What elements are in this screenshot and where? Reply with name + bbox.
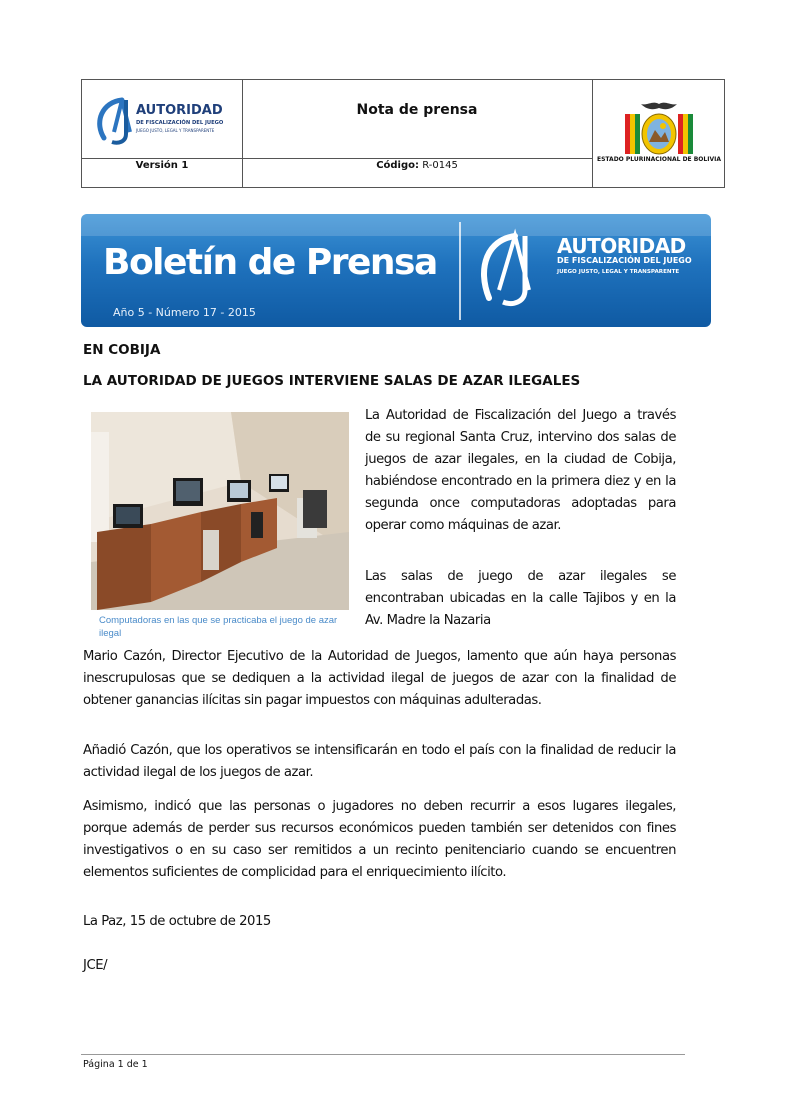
- article-paragraph: Asimismo, indicó que las personas o jugadores no deben recurrir a esos lugares ilegales, porque además de perder sus recursos económicos pueden también ser detenidos con fines investigativos o en su caso ser remitidos a un recinto penitenciario cuando se encuentren elementos suficientes de complicidad para el enriquecimiento ilícito.: [83, 799, 676, 880]
- document-header: [81, 79, 725, 188]
- page-number: Página 1 de 1: [83, 1059, 148, 1070]
- article-kicker: EN COBIJA: [83, 342, 161, 358]
- aj-logo-icon: [473, 228, 553, 314]
- svg-text:JUEGO JUSTO, LEGAL Y TRANSPARE: JUEGO JUSTO, LEGAL Y TRANSPARENTE: [136, 128, 215, 133]
- document-code: [242, 160, 592, 171]
- bolivia-coat-of-arms-icon: [617, 100, 701, 160]
- article-date: La Paz, 15 de octubre de 2015: [83, 914, 271, 929]
- footer-rule: [81, 1054, 685, 1055]
- document-type-title: Nota de prensa: [356, 102, 478, 118]
- computers-photo: [91, 412, 349, 610]
- article-paragraph: Las salas de juego de azar ilegales se encontraban ubicadas en la calle Tajibos y en la Av. Madre la Nazaria: [365, 569, 676, 628]
- version-label: Versión 1: [135, 160, 189, 171]
- article-paragraph: Mario Cazón, Director Ejecutivo de la Autoridad de Juegos, lamento que aún haya personas inescrupulosas que se dediquen a la actividad ilegal de juegos de azar con la finalidad de obtener ganancias ilícitas sin pagar impuestos con máquinas adulteradas.: [83, 649, 676, 708]
- code-value: R-0145: [422, 160, 458, 171]
- authority-logo: [92, 94, 232, 148]
- header-divider: [82, 158, 592, 159]
- logo-lettering: AUTORIDAD: [136, 103, 223, 118]
- state-name: ESTADO PLURINACIONAL DE BOLIVIA: [597, 156, 721, 163]
- banner-issue: Año 5 - Número 17 - 2015: [113, 306, 256, 319]
- banner-gloss: [81, 214, 711, 236]
- banner-logo-tagline: JUEGO JUSTO, LEGAL Y TRANSPARENTE: [557, 269, 680, 275]
- banner-divider: [459, 222, 461, 320]
- code-label: Código:: [376, 160, 420, 171]
- svg-text:DE FISCALIZACIÓN DEL JUEGO: DE FISCALIZACIÓN DEL JUEGO: [136, 120, 224, 126]
- banner-logo-subtitle: DE FISCALIZACIÓN DEL JUEGO: [557, 256, 692, 265]
- article-paragraph: La Autoridad de Fiscalización del Juego a través de su regional Santa Cruz, intervino dos salas de juegos de azar ilegales, en la ciudad de Cobija, habiéndose encontrado en la primera diez y en la segunda once computadoras adoptadas para operar como máquinas de azar.: [365, 408, 676, 533]
- header-divider: [592, 80, 593, 187]
- article-paragraph: Añadió Cazón, que los operativos se intensificarán en todo el país con la finalidad de reducir la actividad ilegal de los juegos de azar.: [83, 743, 676, 780]
- press-bulletin-banner: [81, 214, 711, 327]
- banner-title: Boletín de Prensa: [103, 242, 437, 283]
- article-headline: LA AUTORIDAD DE JUEGOS INTERVIENE SALAS DE AZAR ILEGALES: [83, 373, 581, 389]
- photo-caption: Computadoras en las que se practicaba el juego de azar ilegal: [99, 615, 338, 639]
- banner-logo-name: AUTORIDAD: [557, 234, 686, 258]
- article-signature: JCE/: [83, 958, 108, 973]
